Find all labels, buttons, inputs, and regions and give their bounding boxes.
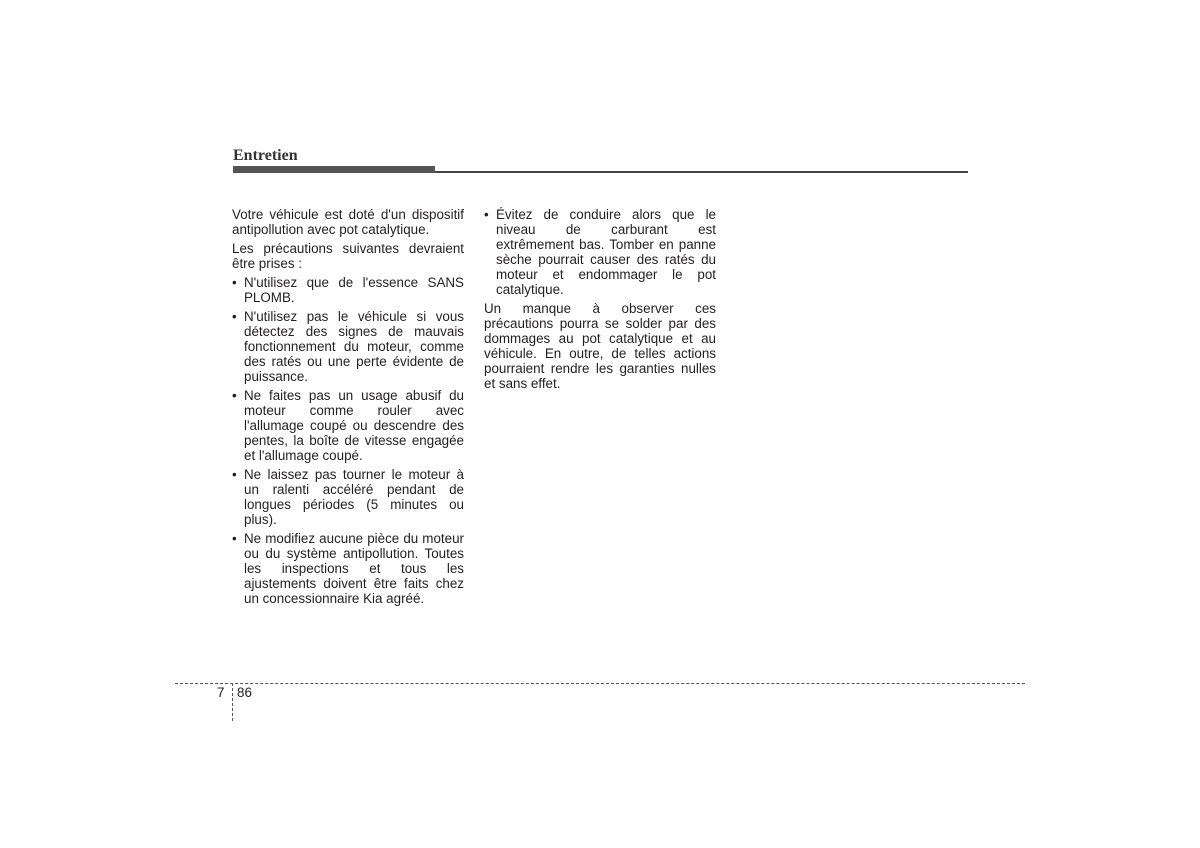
right-column — [484, 207, 716, 395]
list-item-text: Ne laissez pas tourner le moteur à un ralenti accéléré pendant de longues périodes (5 minutes ou plus). — [244, 467, 464, 527]
list-item — [232, 388, 464, 463]
list-item-text: N'utilisez pas le véhicule si vous détectez des signes de mauvais fonctionnement du moteur, comme des ratés ou une perte évidente de puissance. — [244, 309, 464, 384]
page-number: 86 — [237, 685, 252, 700]
header-rule-accent — [233, 166, 435, 173]
list-item — [232, 309, 464, 384]
precautions-list-continued — [484, 207, 716, 297]
list-item — [484, 207, 716, 297]
list-item — [232, 531, 464, 606]
bullet-icon: • — [484, 207, 489, 222]
bullet-icon: • — [232, 275, 237, 290]
closing-paragraph: Un manque à observer ces précautions pourra se solder par des dommages au pot catalytique et au véhicule. En outre, de telles actions pourraient rendre les garanties nulles et sans effet. — [484, 301, 716, 391]
section-title: Entretien — [233, 147, 298, 164]
list-item-text: Ne faites pas un usage abusif du moteur comme rouler avec l'allumage coupé ou descendre des pentes, la boîte de vitesse engagée et l'allumage coupé. — [244, 388, 464, 463]
precautions-list — [232, 275, 464, 606]
footer-divider — [232, 683, 233, 721]
intro-paragraph: Votre véhicule est doté d'un dispositif antipollution avec pot catalytique. — [232, 207, 464, 237]
list-item-text: N'utilisez que de l'essence SANS PLOMB. — [244, 275, 464, 305]
precautions-intro: Les précautions suivantes devraient être prises : — [232, 241, 464, 271]
list-item-text: Évitez de conduire alors que le niveau de carburant est extrêmement bas. Tomber en panne sèche pourrait causer des ratés du moteur et endommager le pot catalytique. — [496, 207, 716, 297]
bullet-icon: • — [232, 467, 237, 482]
list-item — [232, 467, 464, 527]
list-item-text: Ne modifiez aucune pièce du moteur ou du système antipollution. Toutes les inspections et tous les ajustements doivent être faits chez un concessionnaire Kia agréé. — [244, 531, 464, 606]
left-column — [232, 207, 464, 610]
footer-rule — [175, 683, 1025, 684]
chapter-number: 7 — [217, 685, 225, 700]
bullet-icon: • — [232, 309, 237, 324]
bullet-icon: • — [232, 388, 237, 403]
list-item — [232, 275, 464, 305]
bullet-icon: • — [232, 531, 237, 546]
